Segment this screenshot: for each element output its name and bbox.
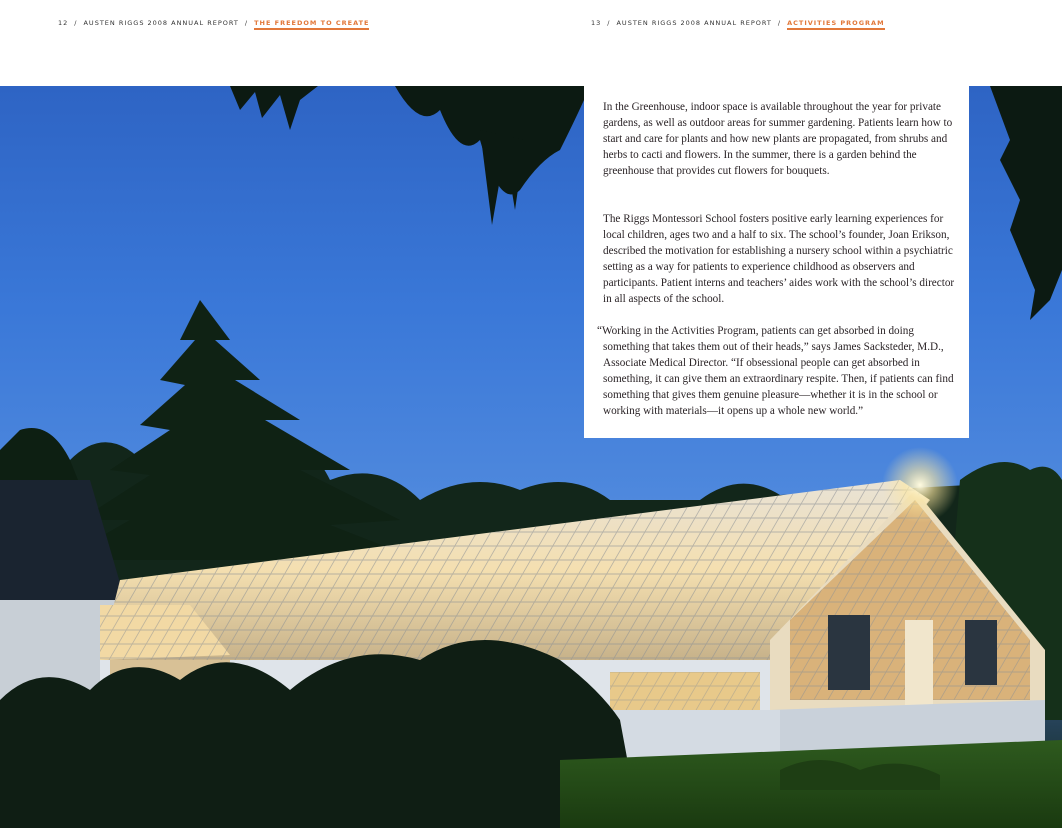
text-panel — [584, 86, 969, 438]
section-title-right: ACTIVITIES PROGRAM — [787, 19, 884, 30]
running-head-right: 13 / AUSTEN RIGGS 2008 ANNUAL REPORT / ACTIVITIES PROGRAM — [591, 19, 885, 27]
lamp-glow — [882, 447, 958, 523]
page-header — [0, 0, 1062, 86]
pull-quote: “Working in the Activities Program, patients can get absorbed in doing something that takes them out of their heads,” says James Sacksteder, M.D., Associate Medical Director. “If obsessional people can get absorbed in something, it can give them an extraordinary respite. Then, if patients can find something that gives them genuine pleasure—whether it is in the school or working with materials—it opens up a whole new world.” — [597, 325, 954, 417]
body-paragraph-greenhouse: In the Greenhouse, indoor space is available throughout the year for private gardens, as well as outdoor areas for summer gardening. Patients learn how to start and care for plants and how new plants are propagated, from shrubs and herbs to cacti and flowers. In the summer, there is a garden behind the greenhouse that provides cut flowers for bouquets. — [603, 101, 953, 177]
report-title-right: AUSTEN RIGGS 2008 ANNUAL REPORT — [616, 19, 772, 27]
running-head-left: 12 / AUSTEN RIGGS 2008 ANNUAL REPORT / THE FREEDOM TO CREATE — [58, 19, 369, 27]
page-number-left: 12 — [58, 19, 69, 27]
body-paragraph-montessori: The Riggs Montessori School fosters positive early learning experiences for local children, ages two and a half to six. The school’s founder, Joan Erikson, described the motivation for establishing a nursery school within a psychiatric setting as a way for patients to experience childhood as observers and participants. Patient interns and teachers’ aides work with the school’s director in all aspects of the school. — [603, 213, 955, 305]
section-title-left: THE FREEDOM TO CREATE — [254, 19, 369, 30]
page-number-right: 13 — [591, 19, 602, 27]
report-title-left: AUSTEN RIGGS 2008 ANNUAL REPORT — [83, 19, 239, 27]
